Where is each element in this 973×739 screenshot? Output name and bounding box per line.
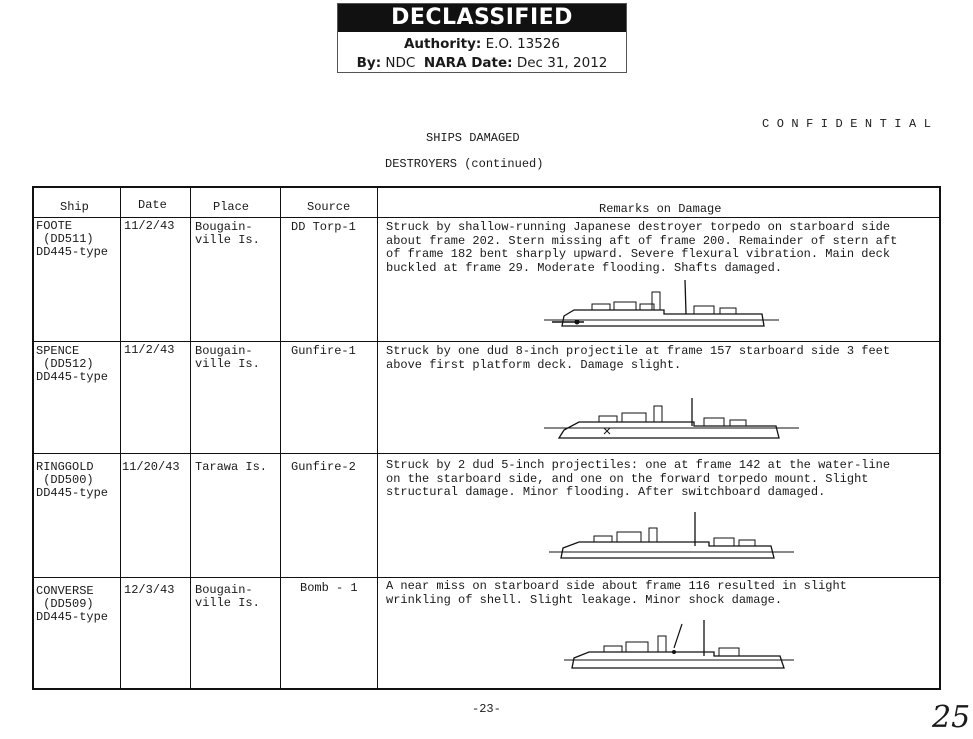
page-number: -23- xyxy=(472,702,501,716)
stamp-authority xyxy=(338,36,626,52)
ship-type: DD445-type xyxy=(36,370,109,384)
source-cell: Gunfire-1 xyxy=(291,344,356,358)
destroyer-silhouette-icon xyxy=(544,278,779,338)
ship-hull: (DD500) xyxy=(43,473,94,487)
row-divider xyxy=(34,453,939,454)
header-source: Source xyxy=(307,200,351,214)
ship-name: RINGGOLD xyxy=(36,460,94,474)
place-cell xyxy=(195,221,260,247)
column-divider xyxy=(190,188,191,688)
source-cell: Gunfire-2 xyxy=(291,460,356,474)
place-line: Bougain- xyxy=(195,344,253,358)
header-place: Place xyxy=(213,200,250,214)
place-line: ville Is. xyxy=(195,596,260,610)
remarks-cell: Struck by shallow-running Japanese destroyer torpedo on starboard side about frame 202. Stern missing aft of frame 200. Remainder of stern aft of frame 182 bent sharply upward. Severe flexural vibration. Main deck buckled at frame 29. Moderate flooding. Shafts damaged. xyxy=(386,220,898,275)
place-cell xyxy=(195,584,260,610)
place-line: ville Is. xyxy=(195,233,260,247)
ship-cell xyxy=(36,220,108,259)
damage-table xyxy=(32,186,941,690)
row-divider xyxy=(34,341,939,342)
remarks-cell: Struck by one dud 8-inch projectile at frame 157 starboard side 3 feet above first platform deck. Damage slight. xyxy=(386,344,891,372)
stamp-by-value: NDC xyxy=(385,55,416,71)
ship-name: SPENCE xyxy=(36,344,80,358)
destroyer-silhouette-icon xyxy=(564,616,794,676)
destroyer-silhouette-icon xyxy=(544,398,799,448)
date-cell: 11/20/43 xyxy=(122,460,180,474)
header-date: Date xyxy=(138,198,167,212)
column-divider xyxy=(280,188,281,688)
page-title: SHIPS DAMAGED xyxy=(426,131,520,145)
ship-cell xyxy=(36,461,108,500)
stamp-authority-value: E.O. 13526 xyxy=(485,36,561,52)
remarks-cell: A near miss on starboard side about frame 116 resulted in slight wrinkling of shell. Slight leakage. Minor shock damage. xyxy=(386,579,847,607)
ship-name: FOOTE xyxy=(36,219,73,233)
place-line: Bougain- xyxy=(195,583,253,597)
place-cell xyxy=(195,345,260,371)
column-divider xyxy=(377,188,378,688)
source-cell: DD Torp-1 xyxy=(291,220,356,234)
ship-type: DD445-type xyxy=(36,245,109,259)
date-cell: 11/2/43 xyxy=(124,343,175,357)
column-divider xyxy=(120,188,121,688)
source-cell: Bomb - 1 xyxy=(300,581,358,595)
date-cell: 11/2/43 xyxy=(124,219,175,233)
place-cell xyxy=(195,461,267,474)
date-cell: 12/3/43 xyxy=(124,583,175,597)
ship-hull: (DD511) xyxy=(43,232,94,246)
ship-hull: (DD512) xyxy=(43,357,94,371)
destroyer-silhouette-icon xyxy=(549,510,794,565)
place-line: Tarawa Is. xyxy=(195,460,268,474)
classification-marking: CONFIDENTIAL xyxy=(762,117,939,131)
header-ship: Ship xyxy=(60,200,89,214)
stamp-authority-label: Authority: xyxy=(403,36,482,52)
page-subtitle: DESTROYERS (continued) xyxy=(385,157,544,171)
place-line: ville Is. xyxy=(195,357,260,371)
ship-name: CONVERSE xyxy=(36,584,94,598)
ship-type: DD445-type xyxy=(36,610,109,624)
ship-type: DD445-type xyxy=(36,486,109,500)
ship-cell xyxy=(36,585,108,624)
ship-hull: (DD509) xyxy=(43,597,94,611)
ship-cell xyxy=(36,345,108,384)
stamp-nara-label: NARA Date: xyxy=(423,55,513,71)
stamp-by-label: By: xyxy=(356,55,382,71)
declassified-stamp xyxy=(337,3,627,73)
stamp-title: DECLASSIFIED xyxy=(338,4,626,32)
handwritten-page-number: 25 xyxy=(932,700,971,735)
remarks-cell: Struck by 2 dud 5-inch projectiles: one at frame 142 at the water-line on the starboard side, and one on the forward torpedo mount. Slight structural damage. Minor flooding. After switchboard damaged. xyxy=(386,458,891,500)
stamp-nara-value: Dec 31, 2012 xyxy=(516,55,608,71)
stamp-by-line xyxy=(338,55,626,71)
header-divider xyxy=(34,217,939,218)
row-divider xyxy=(34,577,939,578)
place-line: Bougain- xyxy=(195,220,253,234)
header-remarks: Remarks on Damage xyxy=(599,202,722,216)
